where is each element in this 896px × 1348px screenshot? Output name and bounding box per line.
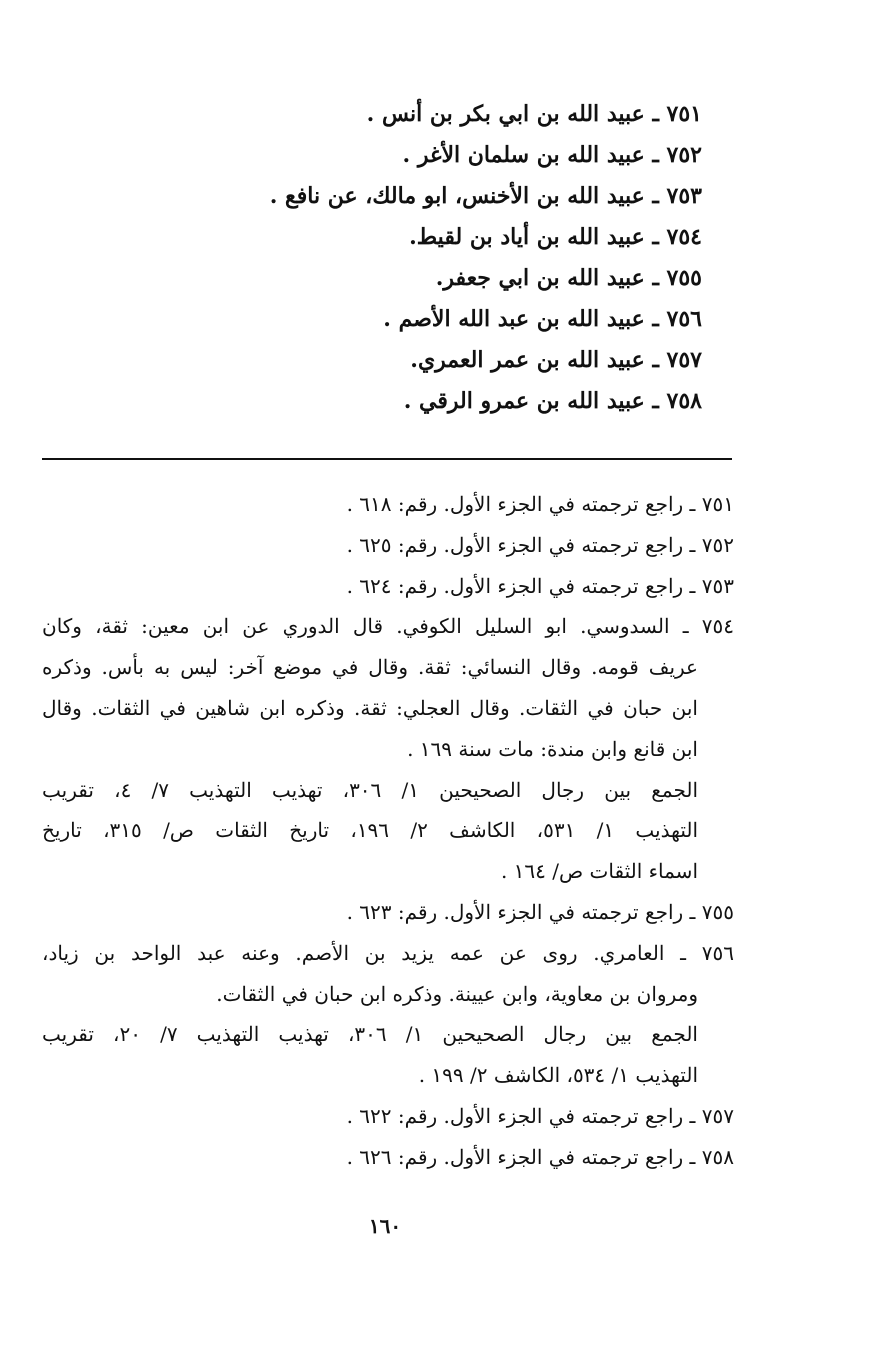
page-number: ١٦٠ (368, 1214, 402, 1238)
footnote-756-sources-line-2: التهذيب ١/ ٥٣٤، الكاشف ٢/ ١٩٩ . (418, 1063, 698, 1088)
footnote-755: ٧٥٥ ـ راجع ترجمته في الجزء الأول. رقم: ٦٢٣ . (346, 899, 734, 924)
footnote-754-line-3: ابن حبان في الثقات. وقال العجلي: ثقة. وذكره ابن شاهين في الثقات. وقال (42, 695, 698, 720)
footnote-754-sources: الجمع بين رجال الصحيحين ١/ ٣٠٦، تهذيب التهذيب ٧/ ٤، تقريب (42, 777, 699, 802)
footnote-752: ٧٥٢ ـ راجع ترجمته في الجزء الأول. رقم: ٦٢٥ . (346, 532, 734, 557)
entry-755: ٧٥٥ ـ عبيد الله بن ابي جعفر. (435, 265, 702, 291)
entry-list (182, 94, 702, 422)
entry-751: ٧٥١ ـ عبيد الله بن ابي بكر بن أنس . (366, 101, 702, 127)
entry-754: ٧٥٤ ـ عبيد الله بن أياد بن لقيط. (409, 224, 702, 250)
entry-753: ٧٥٣ ـ عبيد الله بن الأخنس، ابو مالك، عن نافع . (269, 183, 702, 209)
footnote-divider (42, 458, 732, 460)
footnote-754-line-4: ابن قانع وابن مندة: مات سنة ١٦٩ . (407, 736, 698, 761)
footnote-753: ٧٥٣ ـ راجع ترجمته في الجزء الأول. رقم: ٦٢٤ . (346, 573, 734, 598)
footnote-751: ٧٥١ ـ راجع ترجمته في الجزء الأول. رقم: ٦١٨ . (346, 492, 734, 516)
footnote-756-line-2: ومروان بن معاوية، وابن عيينة. وذكره ابن حبان في الثقات. (216, 981, 698, 1006)
footnote-754-sources-line-2: التهذيب ١/ ٥٣١، الكاشف ٢/ ١٩٦، تاريخ الثقات ص/ ٣١٥، تاريخ (42, 818, 699, 843)
footnote-758: ٧٥٨ ـ راجع ترجمته في الجزء الأول. رقم: ٦٢٦ . (346, 1144, 734, 1169)
footnotes (42, 484, 734, 1178)
entry-758: ٧٥٨ ـ عبيد الله بن عمرو الرقي . (403, 388, 702, 414)
footnote-754-sources-line-3: اسماء الثقات ص/ ١٦٤ . (500, 859, 698, 884)
footnote-754-line-2: عريف قومه. وقال النسائي: ثقة. وقال في موضع آخر: ليس به بأس. وذكره (42, 655, 698, 680)
footnote-756: ٧٥٦ ـ العامري. روى عن عمه يزيد بن الأصم. وعنه عبد الواحد بن زياد، (42, 940, 734, 965)
footnote-756-sources: الجمع بين رجال الصحيحين ١/ ٣٠٦، تهذيب التهذيب ٧/ ٢٠، تقريب (42, 1022, 698, 1047)
entry-752: ٧٥٢ ـ عبيد الله بن سلمان الأغر . (402, 142, 702, 168)
entry-756: ٧٥٦ ـ عبيد الله بن عبد الله الأصم . (383, 306, 702, 332)
footnote-754: ٧٥٤ ـ السدوسي. ابو السليل الكوفي. قال الدوري عن ابن معين: ثقة، وكان (42, 614, 734, 639)
footnote-757: ٧٥٧ ـ راجع ترجمته في الجزء الأول. رقم: ٦٢٢ . (346, 1103, 734, 1128)
entry-757: ٧٥٧ ـ عبيد الله بن عمر العمري. (410, 347, 702, 373)
